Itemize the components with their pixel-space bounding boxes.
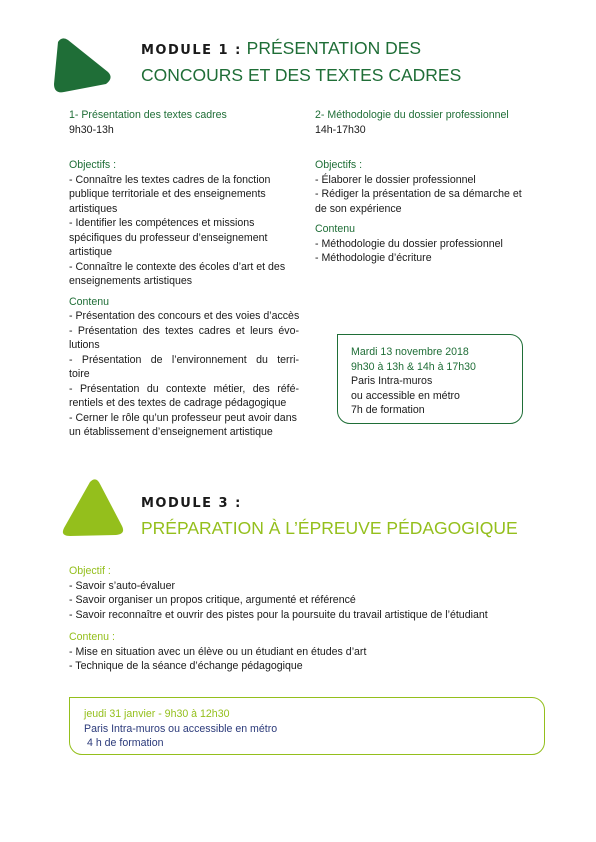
module1-box-duration: 7h de formation [351, 404, 425, 416]
list-item: toire [69, 368, 90, 380]
list-item: - Savoir organiser un propos critique, argumenté et référencé [69, 594, 356, 606]
module3-objectif-label: Objectif : [69, 565, 111, 577]
module3-contenu-list [69, 645, 539, 674]
col2-objectifs-label: Objectifs : [315, 159, 363, 171]
list-item: - Identifier les compétences et missions [69, 217, 255, 229]
module3-label: MODULE 3 : [141, 496, 242, 511]
module1-col2 [315, 108, 565, 266]
list-item: - Savoir reconnaître et ouvrir des pistes pour la poursuite du travail artistique de l’étudiant [69, 608, 488, 621]
col2-heading: 2- Méthodologie du dossier professionnel [315, 109, 509, 121]
list-item: un établissement d’enseignement artistique [69, 426, 273, 438]
module1-box-hours: 9h30 à 13h & 14h à 17h30 [351, 360, 476, 373]
module1-col1 [69, 108, 299, 440]
module3-contenu-label: Contenu : [69, 631, 115, 643]
list-item: - Technique de la séance d’échange pédagogique [69, 660, 303, 672]
module3-objectif-list [69, 579, 539, 623]
col2-contenu-list [315, 237, 565, 266]
list-item: rentiels et des textes de cadrage pédagogique [69, 397, 287, 409]
module1-triangle-icon [50, 36, 114, 94]
list-item: artistiques [69, 202, 118, 215]
col2-objectifs-list [315, 173, 565, 217]
list-item: enseignements artistiques [69, 275, 193, 287]
col2-time: 14h-17h30 [315, 123, 366, 136]
module1-box-date: Mardi 13 novembre 2018 [351, 346, 469, 358]
list-item: publique territoriale et des enseignements [69, 188, 266, 200]
module3-body [69, 564, 539, 674]
list-item: - Connaître le contexte des écoles d’art et des [69, 260, 286, 273]
list-item: - Savoir s’auto-évaluer [69, 579, 175, 592]
list-item: - Mise en situation avec un élève ou un étudiant en études d’art [69, 645, 367, 658]
list-item: - Présentation des concours et des voies d’accès [69, 310, 300, 322]
col1-contenu-label: Contenu [69, 295, 110, 308]
col1-time: 9h30-13h [69, 123, 114, 136]
list-item: - Élaborer le dossier professionnel [315, 173, 476, 186]
col1-contenu-list [69, 309, 299, 440]
col1-objectifs-label: Objectifs : [69, 159, 117, 171]
list-item: - Méthodologie d’écriture [315, 252, 432, 264]
module3-box-duration: 4 h de formation [87, 737, 164, 749]
module3-box-date-time: jeudi 31 janvier - 9h30 à 12h30 [84, 708, 230, 720]
module1-box-place2: ou accessible en métro [351, 389, 460, 402]
list-item: - Rédiger la présentation de sa démarche et [315, 188, 522, 200]
col1-objectifs-list [69, 173, 299, 289]
col2-contenu-label: Contenu [315, 223, 356, 235]
module1-label: MODULE 1 : [141, 43, 242, 58]
list-item: - Présentation de l’environnement du terri- [69, 353, 299, 366]
list-item: artistique [69, 246, 112, 258]
module3-title [141, 489, 518, 541]
module1-info-box [337, 334, 523, 424]
col1-heading: 1- Présentation des textes cadres [69, 109, 227, 121]
list-item: - Méthodologie du dossier professionnel [315, 237, 503, 250]
module3-box-place: Paris Intra-muros ou accessible en métro [84, 722, 278, 735]
module1-title [141, 36, 461, 88]
list-item: - Présentation du contexte métier, des réfé- [69, 382, 299, 395]
list-item: - Connaître les textes cadres de la fonction [69, 173, 271, 186]
list-item: - Cerner le rôle qu’un professeur peut avoir dans [69, 411, 297, 424]
list-item: de son expérience [315, 202, 402, 215]
module3-info-box [69, 697, 545, 755]
list-item: spécifiques du professeur d’enseignement [69, 231, 268, 244]
module1-title-line2: CONCOURS ET DES TEXTES CADRES [141, 65, 462, 85]
module3-title-text: PRÉPARATION À L’ÉPREUVE PÉDAGOGIQUE [141, 518, 518, 538]
module1-box-place1: Paris Intra-muros [351, 375, 433, 387]
list-item: - Présentation des textes cadres et leurs évo- [69, 324, 299, 337]
module1-title-line1: PRÉSENTATION DES [246, 38, 422, 58]
list-item: lutions [69, 339, 100, 351]
module3-triangle-icon [60, 478, 126, 538]
